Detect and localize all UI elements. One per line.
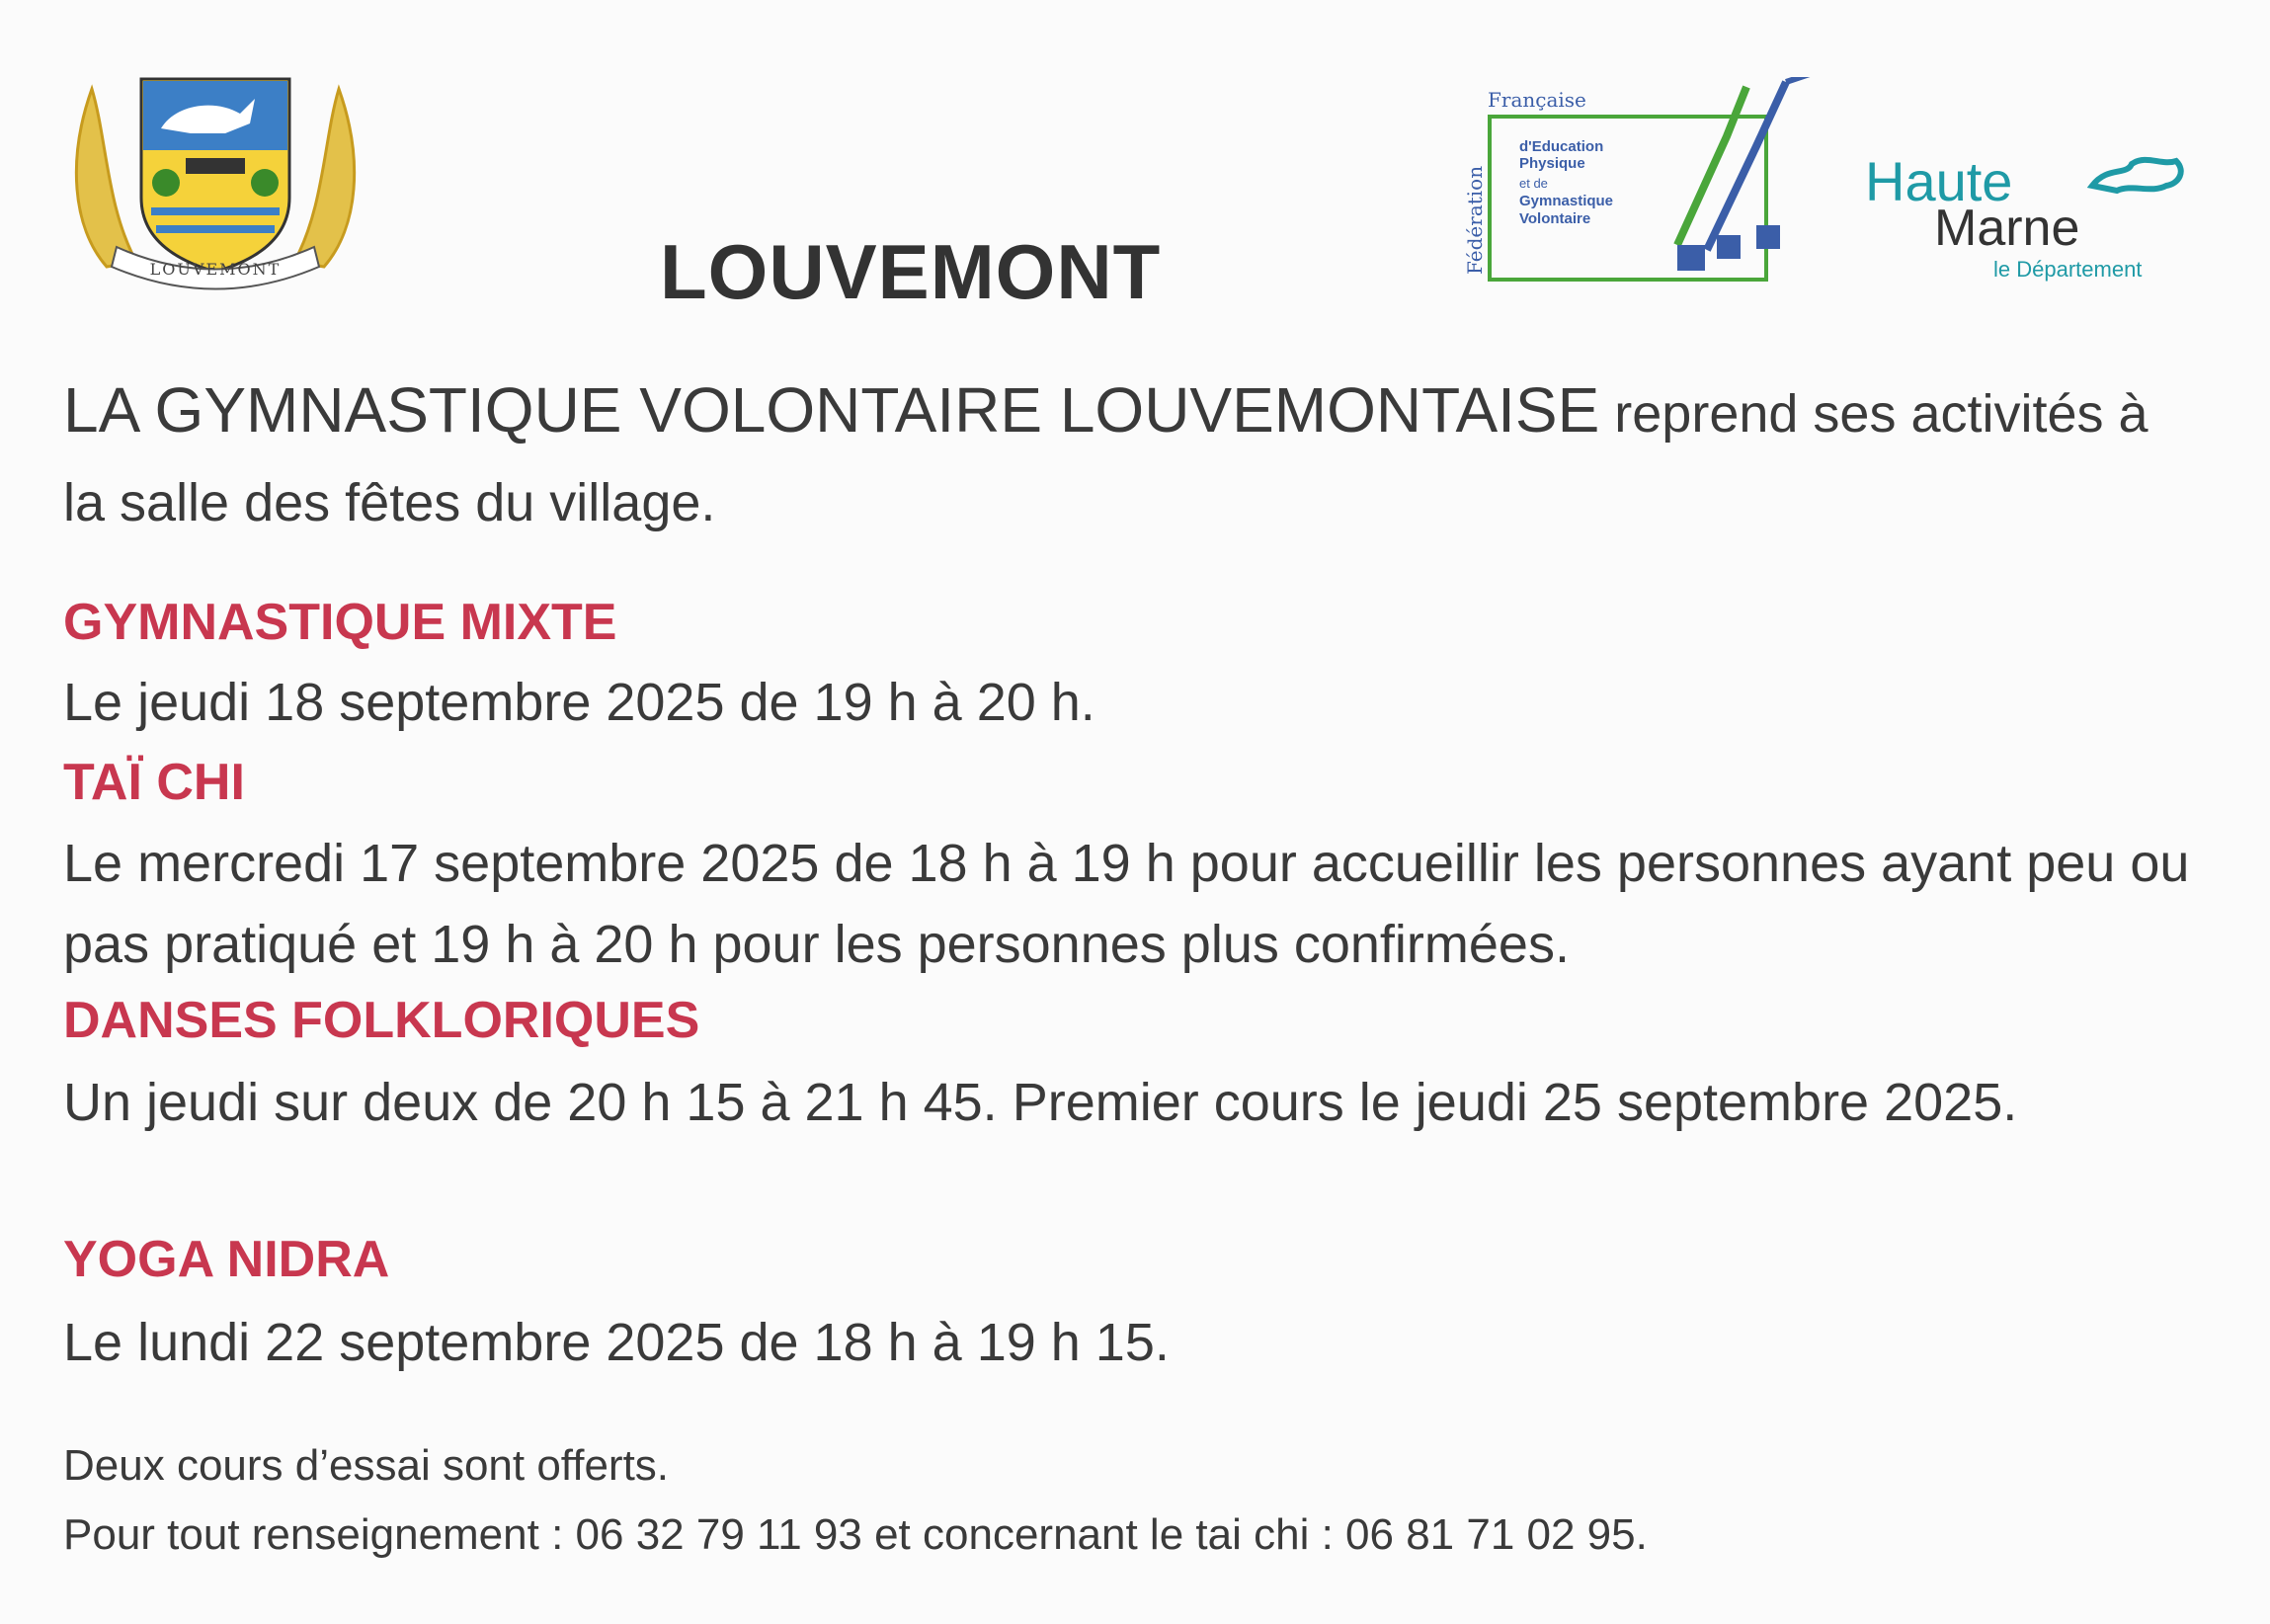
section-text-yoga: Le lundi 22 septembre 2025 de 18 h à 19 h 15. — [63, 1313, 1170, 1372]
ffepgv-line-4: Physique — [1519, 155, 1585, 172]
ffepgv-line-6: Gymnastique — [1519, 193, 1614, 209]
ffepgv-line-3: d'Education — [1519, 138, 1604, 155]
section-text-taichi: Le mercredi 17 septembre 2025 de 18 h à 19 h pour accueillir les personnes ayant peu ou pas pratiqué et 19 h à 20 h pour les personnes plus confirmées. — [63, 834, 2190, 974]
section-text-gym: Le jeudi 18 septembre 2025 de 19 h à 20 h. — [63, 673, 1095, 732]
hm-departement-text: le Département — [1993, 257, 2143, 282]
section-heading-gym: GYMNASTIQUE MIXTE — [63, 594, 617, 651]
footer-contact: Pour tout renseignement : 06 32 79 11 93 et concernant le tai chi : 06 81 71 02 95. — [63, 1510, 1648, 1559]
section-heading-danses: DANSES FOLKLORIQUES — [63, 992, 700, 1049]
footer-offer: Deux cours d’essai sont offerts. — [63, 1441, 670, 1490]
ffepgv-federation-text: Fédération — [1463, 165, 1487, 275]
ffepgv-line-7: Volontaire — [1519, 210, 1591, 227]
section-text-danses: Un jeudi sur deux de 20 h 15 à 21 h 45. Premier cours le jeudi 25 septembre 2025. — [63, 1073, 2018, 1132]
ffepgv-line-5: et de — [1519, 176, 1548, 191]
hm-haute-text: Haute — [1865, 150, 2013, 212]
ffepgv-logo — [1460, 77, 1855, 296]
intro-text: reprend ses activités à la salle des fêtes du village. — [63, 384, 2148, 532]
intro-paragraph — [63, 365, 2177, 547]
louvemont-crest-logo — [67, 69, 364, 291]
ffepgv-francaise-text: Française — [1488, 88, 1586, 112]
haute-marne-logo — [1865, 146, 2201, 284]
association-name: LA GYMNASTIQUE VOLONTAIRE LOUVEMONTAISE — [63, 374, 1600, 446]
section-heading-taichi: TAÏ CHI — [63, 754, 245, 811]
crest-banner-text: LOUVEMONT — [149, 260, 282, 279]
page-title: LOUVEMONT — [660, 228, 1162, 315]
section-heading-yoga: YOGA NIDRA — [63, 1231, 390, 1288]
hm-marne-text: Marne — [1934, 200, 2080, 257]
